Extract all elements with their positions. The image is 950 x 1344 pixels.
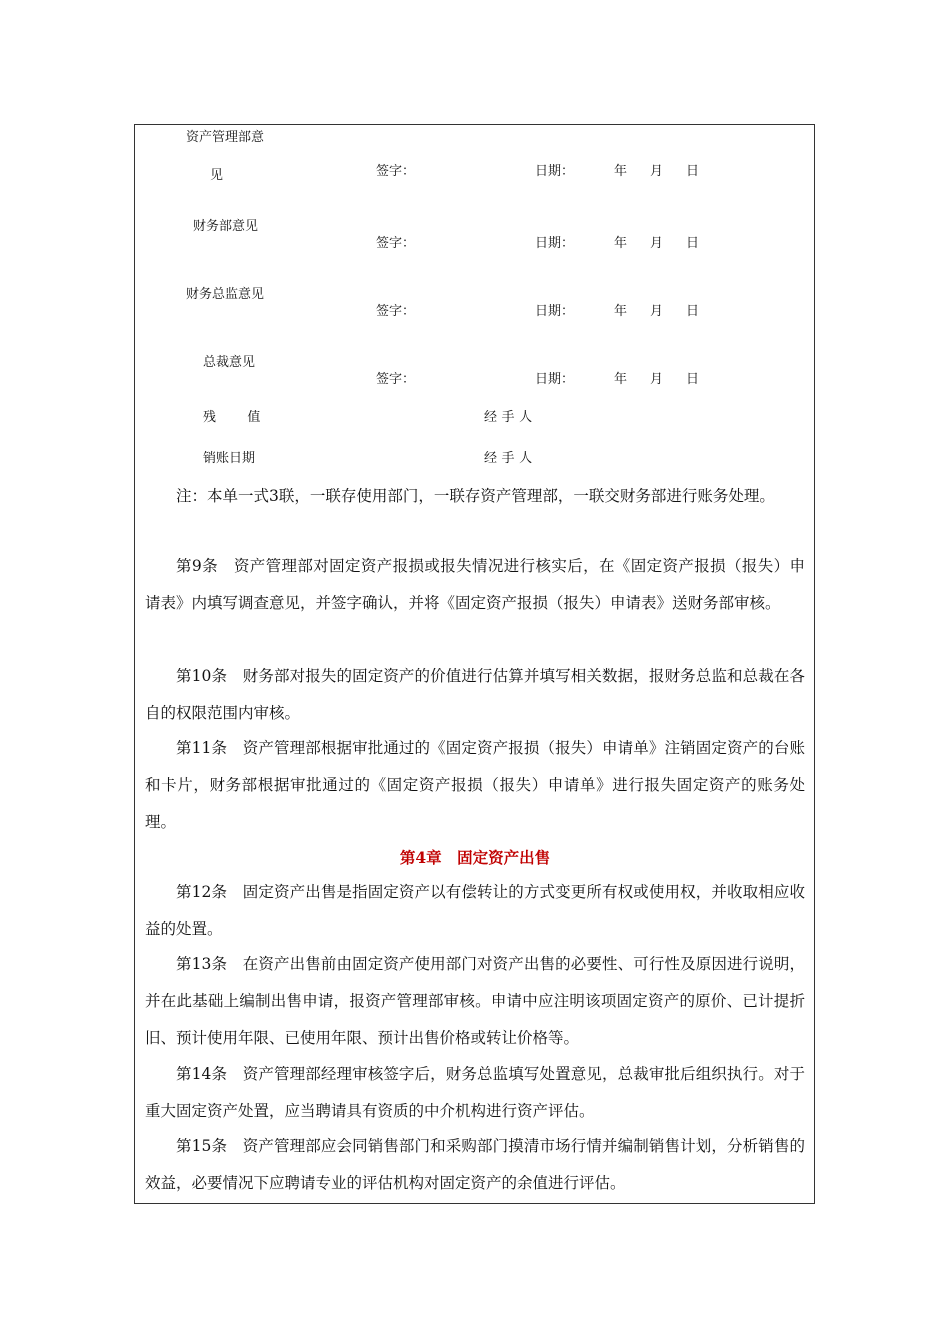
president-opinion-label: 总裁意见 xyxy=(203,355,256,370)
residual-value-label: 残 值 xyxy=(203,410,275,425)
article-15: 第15条 资产管理部应会同销售部门和采购部门摸清市场行情并编制销售计划，分析销售的效益，必要情况下应聘请专业的评估机构对固定资产的余值进行评估。 xyxy=(145,1137,805,1192)
asset-dept-opinion-label-cont: 见 xyxy=(210,168,224,183)
day-label: 日 xyxy=(686,164,700,179)
handler-label: 经手人 xyxy=(484,451,537,466)
article-9: 第9条 资产管理部对固定资产报损或报失情况进行核实后，在《固定资产报损（报失）申请表》内填写调查意见，并签字确认，并将《固定资产报损（报失）申请表》送财务部审核。 xyxy=(145,557,805,612)
month-label: 月 xyxy=(650,164,664,179)
signature-label: 签字： xyxy=(376,164,416,179)
year-label: 年 xyxy=(614,236,628,251)
month-label: 月 xyxy=(650,304,664,319)
month-label: 月 xyxy=(650,236,664,251)
form-note: 注：本单一式3联，一联存使用部门，一联存资产管理部，一联交财务部进行账务处理。 xyxy=(176,487,775,505)
signature-label: 签字： xyxy=(376,372,416,387)
year-label: 年 xyxy=(614,164,628,179)
date-label: 日期： xyxy=(535,164,575,179)
day-label: 日 xyxy=(686,304,700,319)
finance-dept-opinion-label: 财务部意见 xyxy=(193,219,259,234)
article-14: 第14条 资产管理部经理审核签字后，财务总监填写处置意见，总裁审批后组织执行。对于重大固定资产处置，应当聘请具有资质的中介机构进行资产评估。 xyxy=(145,1065,805,1120)
date-label: 日期： xyxy=(535,372,575,387)
cfo-opinion-label: 财务总监意见 xyxy=(186,287,265,302)
chapter-heading: 第4章 固定资产出售 xyxy=(399,848,551,867)
day-label: 日 xyxy=(686,236,700,251)
month-label: 月 xyxy=(650,372,664,387)
year-label: 年 xyxy=(614,304,628,319)
day-label: 日 xyxy=(686,372,700,387)
handler-label: 经手人 xyxy=(484,410,537,425)
article-12: 第12条 固定资产出售是指固定资产以有偿转让的方式变更所有权或使用权，并收取相应收益的处置。 xyxy=(145,883,805,938)
signature-label: 签字： xyxy=(376,236,416,251)
article-13: 第13条 在资产出售前由固定资产使用部门对资产出售的必要性、可行性及原因进行说明，并在此基础上编制出售申请，报资产管理部审核。申请中应注明该项固定资产的原价、已计提折旧、预计使用年限、已使用年限、预计出售价格或转让价格等。 xyxy=(145,955,805,1047)
writeoff-date-label: 销账日期 xyxy=(203,451,256,466)
signature-label: 签字： xyxy=(376,304,416,319)
date-label: 日期： xyxy=(535,304,575,319)
asset-dept-opinion-label: 资产管理部意 xyxy=(186,130,265,145)
article-11: 第11条 资产管理部根据审批通过的《固定资产报损（报失）申请单》注销固定资产的台账和卡片，财务部根据审批通过的《固定资产报损（报失）申请单》进行报失固定资产的账务处理。 xyxy=(145,739,805,831)
date-label: 日期： xyxy=(535,236,575,251)
year-label: 年 xyxy=(614,372,628,387)
article-10: 第10条 财务部对报失的固定资产的价值进行估算并填写相关数据，报财务总监和总裁在各自的权限范围内审核。 xyxy=(145,667,805,722)
